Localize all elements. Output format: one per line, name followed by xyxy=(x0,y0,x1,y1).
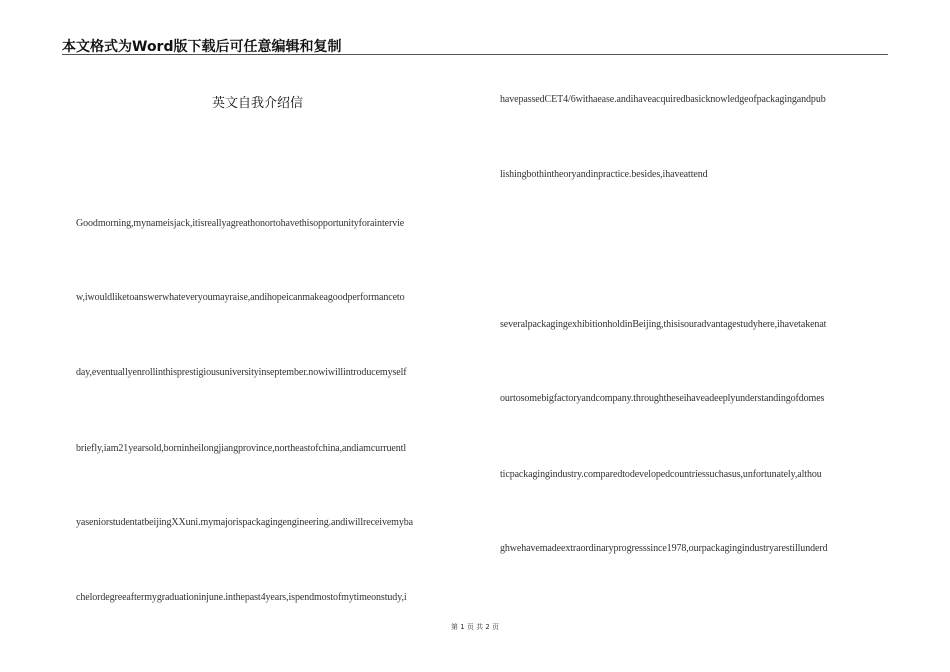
left-line-2: w,iwouldliketoanswerwhateveryoumayraise,andihopeicanmakeagoodperformanceto xyxy=(76,292,405,303)
right-line-4: ourtosomebigfactoryandcompany.throughtheseihaveadeeplyunderstandingofdomes xyxy=(500,393,825,404)
left-line-1: Goodmorning,mynameisjack,itisreallyagreathonortohavethisopportunityforaintervie xyxy=(76,218,405,229)
right-line-5: ticpackagingindustry.comparedtodevelopedcountriessuchasus,unfortunately,althou xyxy=(500,469,822,480)
right-line-6: ghwehavemadeextraordinaryprogresssince1978,ourpackagingindustryarestillunderd xyxy=(500,543,828,554)
left-line-4: briefly,iam21yearsold,borninheilongjiangprovince,northeastofchina,andiamcurruentl xyxy=(76,443,407,454)
document-title: 英文自我介绍信 xyxy=(212,96,304,111)
right-line-2: lishingbothintheoryandinpractice.besides,ihaveattend xyxy=(500,169,708,180)
left-line-5: yaseniorstudentatbeijingXXuni.mymajorispackagingengineering.andiwillreceivemyba xyxy=(76,517,413,528)
right-line-3: severalpackagingexhibitionholdinBeijing,thisisouradvantagestudyhere,ihavetakenat xyxy=(500,319,827,330)
left-line-6: chelordegreeaftermygraduationinjune.inthepast4years,ispendmostofmytimeonstudy,i xyxy=(76,592,407,603)
page-footer: 第 1 页 共 2 页 xyxy=(450,623,500,631)
page-header: 本文格式为Word版下载后可任意编辑和复制 xyxy=(62,39,342,55)
header-divider xyxy=(62,54,888,55)
left-line-3: day,eventuallyenrollinthisprestigiousuniversityinseptember.nowiwillintroducemyself xyxy=(76,367,407,378)
right-line-1: havepassedCET4/6withaease.andihaveacquiredbasicknowledgeofpackagingandpub xyxy=(500,94,826,105)
